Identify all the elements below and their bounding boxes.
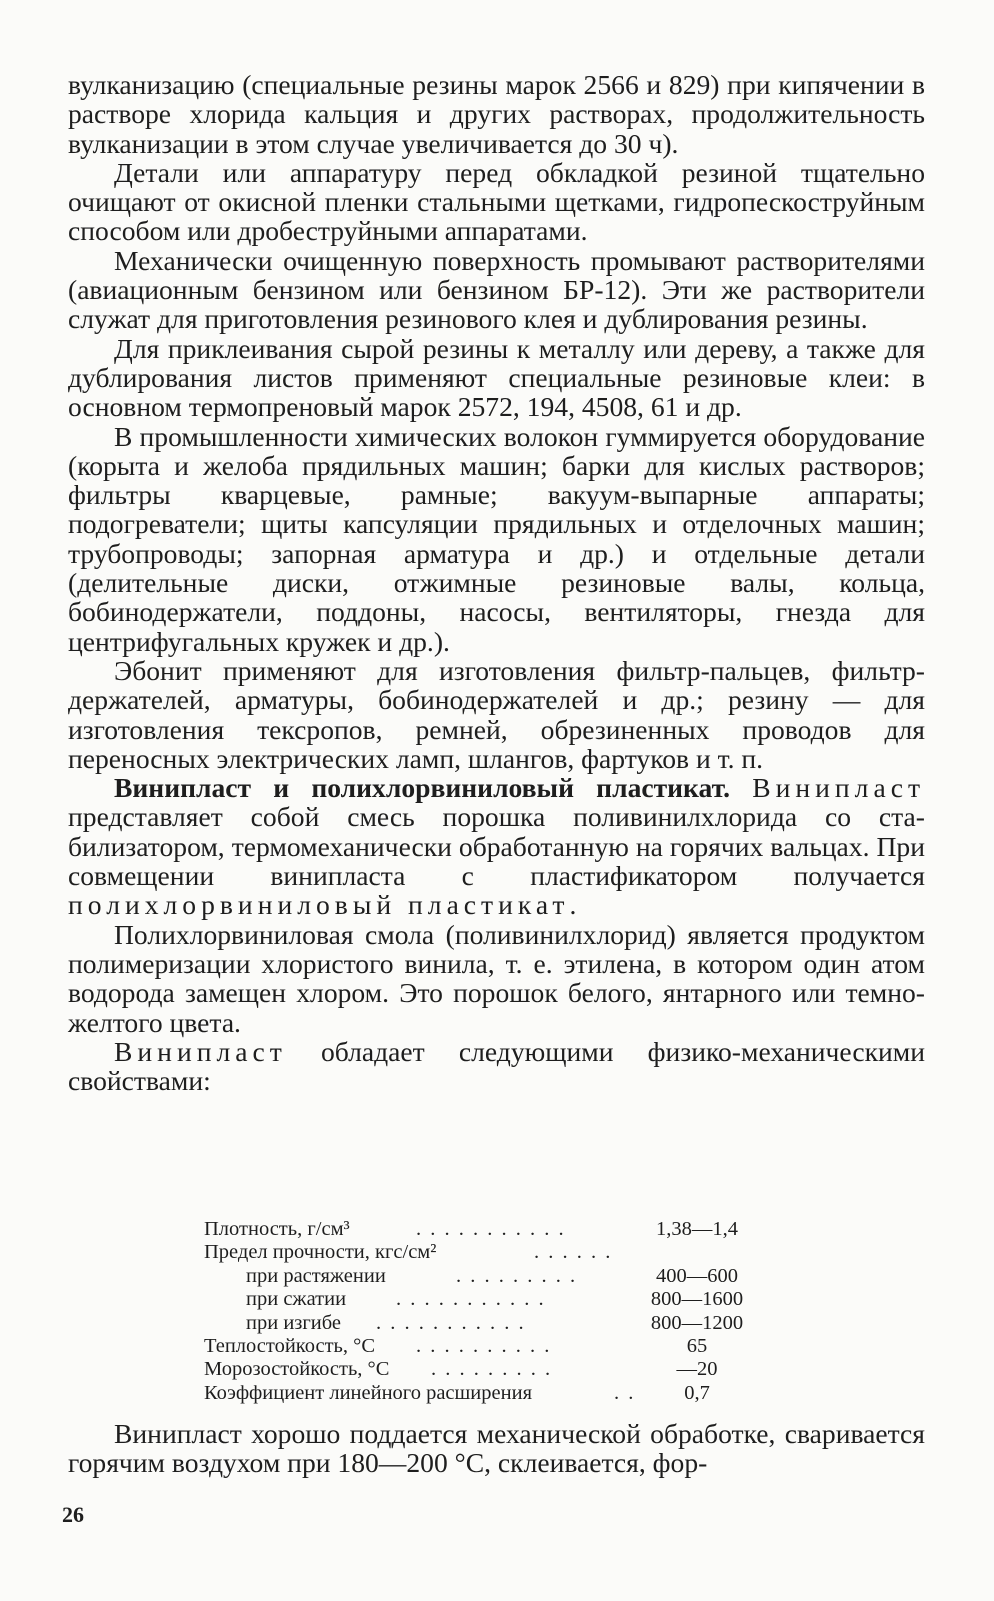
property-leader-dots: . . . . . . . . . . . [416, 1218, 566, 1240]
paragraph-resin: Полихлорвиниловая смола (поливинилхлорид) является продуктом полимеризации хлористого винила, т. е. этилена, в котором один атом водорода замещен хлором. Это порошок белого, янтарного или темно-желтого цвета. [68, 918, 925, 1038]
property-label: Теплостойкость, °С [204, 1334, 376, 1357]
property-value: 800—1600 [650, 1288, 744, 1311]
paragraph-processing: Винипласт хорошо поддается механической обработке, сваривается горячим воздухом при 180—200 °С, склеивается, фор- [68, 1418, 925, 1479]
property-value: 65 [686, 1334, 708, 1357]
section-text-1: представляет собой смесь порошка поливинилхлорида со стабилизатором, термомеханически обработанную на горячих вальцах. При совмещении винипласта с пластификатором получается [68, 801, 925, 892]
property-row [204, 1335, 804, 1358]
paragraph-properties-intro [68, 1037, 925, 1096]
property-label: Морозостойкость, °С [204, 1358, 390, 1381]
property-value: 800—1200 [650, 1311, 744, 1334]
section-heading: Винипласт и полихлорвиниловый пластикат. [114, 772, 731, 804]
page-number: 26 [62, 1502, 84, 1527]
property-label: Плотность, г/см³ [204, 1218, 350, 1240]
property-row [204, 1265, 804, 1288]
spaced-term-viniplast-2: Винипласт [114, 1035, 287, 1067]
paragraph-vulcanization: вулканизацию (специальные резины марок 2566 и 829) при кипячении в растворе хлорида кальция и других растворах, продолжительность вулканизации в этом случае увеличивается до 30 ч). [68, 69, 925, 159]
property-label: при изгибе [246, 1311, 342, 1334]
property-value: 1,38—1,4 [656, 1218, 738, 1240]
spaced-term-plastikat: полихлорвиниловый пластикат [68, 889, 570, 921]
property-row [204, 1312, 804, 1335]
property-label: Коэффициент линейного расширения [204, 1381, 532, 1404]
paragraph-adhesives: Для приклеивания сырой резины к металлу или дереву, а также для дублирования листов применяют специальные резиновые клеи: в основном термопреновый марок 2572, 194, 4508, 61 и др. [68, 332, 925, 423]
paragraph-equipment: В промышленности химических волокон гуммируется оборудование (корыта и желоба прядильных машин; барки для кислых растворов; фильтры кварцевые, рамные; вакуум-выпарные аппараты; подогреватели; щиты капсуляции прядильных и отделочных машин; трубопроводы; запорная арматура и др.) и отдельные детали (делительные диски, отжимные резиновые валы, кольца, бобинодержатели, поддоны, насосы, вентиляторы, гнезда для центрифугальных кружек и др.). [68, 420, 925, 657]
properties-intro-text: обладает следующими физико-механическими свойствами: [68, 1035, 925, 1097]
property-leader-dots: . . . . . . [534, 1241, 613, 1264]
property-leader-dots: . . . . . . . . . . . [396, 1288, 546, 1311]
property-row [204, 1358, 804, 1381]
property-row [204, 1382, 804, 1405]
property-leader-dots: . . . . . . . . . [431, 1358, 553, 1381]
property-row [204, 1241, 804, 1264]
property-value: 400—600 [656, 1264, 738, 1287]
paragraph-ebonite: Эбонит применяют для изготовления фильтр-пальцев, фильтр-держателей, арматуры, бобинодержателей и др.; резину — для изготовления тексропов, ремней, обрезиненных проводов для переносных электрических ламп, шлангов, фартуков и т. п. [68, 654, 925, 774]
property-leader-dots: . . [614, 1381, 636, 1404]
property-leader-dots: . . . . . . . . . [456, 1264, 578, 1287]
property-row [204, 1218, 804, 1241]
properties-table [204, 1218, 804, 1405]
paragraph-solvents: Механически очищенную поверхность промывают растворителями (авиационным бензином или бензином БР-12). Эти же растворители служат для приготовления резинового клея и дублирования резины. [68, 244, 925, 335]
page-body [68, 70, 925, 1095]
spaced-term-viniplast: Винипласт [752, 772, 925, 804]
section-text-2: . [569, 889, 577, 921]
property-row [204, 1288, 804, 1311]
property-leader-dots: . . . . . . . . . . [416, 1334, 552, 1357]
property-value: 0,7 [684, 1381, 710, 1404]
property-leader-dots: . . . . . . . . . . . [376, 1311, 526, 1334]
property-label: при сжатии [246, 1288, 347, 1311]
property-label: при растяжении [246, 1264, 386, 1287]
paragraph-cleaning: Детали или аппаратуру перед обкладкой резиной тщательно очищают от окисной пленки стальными щетками, гидропескоструйным способом или дробеструйными аппаратами. [68, 156, 925, 247]
property-label: Предел прочности, кгс/см² [204, 1241, 437, 1264]
property-value: —20 [676, 1358, 718, 1381]
paragraph-vinyl-section [68, 773, 925, 919]
